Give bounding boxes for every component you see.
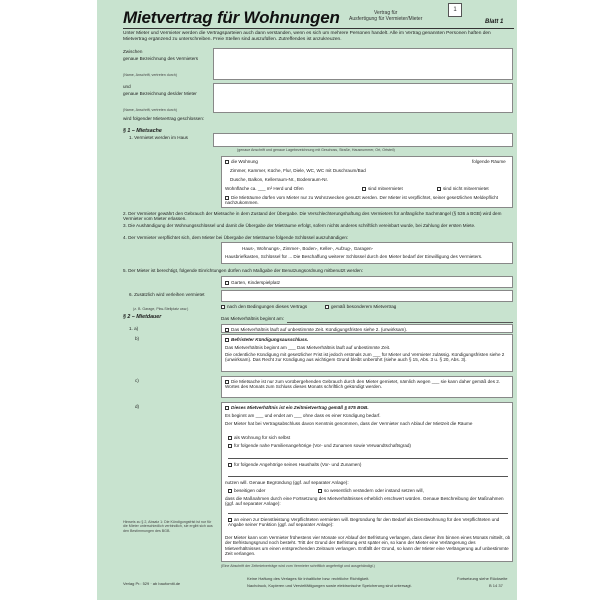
landlord-desc: genaue Bezeichnung des Vermieters (123, 56, 199, 61)
option-d-heading-text: Dieses Mietverhältnis ist ein Zeitmietvertrag gemäß § 575 BGB. (231, 405, 369, 410)
s1-item-2: 2. Der Vermieter gewährt den Gebrauch der Mietsache in dem Zustand der Übergabe. Die Verschlechterungshaftung des Vermieters für anfängliche Sachmängel (§ 536 a BGB) wird dem Vermieter vom Mieter erlassen. (123, 211, 502, 222)
rooms-box (221, 156, 513, 208)
furnished-checkbox[interactable] (362, 187, 366, 191)
d-opt5-label: so wesentlich verändern oder instand setzen will, (324, 488, 424, 493)
option-b-text-2: Die ordentliche Kündigung mit gesetzlicher Frist ist jedoch erstmals zum ___ für Mieter und Vermieter zulässig. Kündigungsfristen siehe 2 (unwirksam). Das Recht zur Kündigung aus wichtigem Grund bleibt unberührt (siehe auch § 15, Abs. 3 u. § 20, Abs. 3). (225, 352, 505, 363)
option-d-text-3: nutzen will. Genaue Begründung (ggf. auf separater Anlage): (225, 480, 349, 485)
option-d-footnote: (Eine Abschrift der Zeitmietverträge wird vom Vermieter schriftlich angefertigt und ausgehändigt.) (221, 564, 375, 568)
sheet-label: Blatt 1 (485, 19, 504, 25)
option-a[interactable] (225, 327, 511, 332)
left-margin (0, 0, 97, 600)
document-subtitle (349, 10, 422, 22)
start-date-line (287, 322, 513, 323)
option-b-text-1: Das Mietverhältnis beginnt am ___ Das Mietverhältnis läuft auf unbestimmte Zeit. (225, 345, 391, 350)
shared-options-label: Garten, Kinderspielplatz (231, 280, 281, 285)
not-furnished-label: sind nicht mitvermietet (443, 186, 489, 191)
d-opt5-checkbox[interactable] (318, 489, 322, 493)
item6-option-2-label: gemäß besonderem Mietvertrag (331, 304, 397, 309)
publisher-logo-icon: 1 (448, 3, 462, 17)
subtitle-line-1: Vertrag für (374, 10, 398, 16)
keys-list: Haus-, Wohnungs-, Zimmer-, Boden-, Keller-, Aufzug-, Garagen- (242, 246, 374, 251)
mieter-note-text: Die Mieträume dürfen vom Mieter nur zu Wohnzwecken genutzt werden. Der Mieter ist verpflichtet, seiner gesetzlichen Meldepflicht nachzukommen. (225, 195, 498, 206)
option-c-text: Die Mietsache ist nur zum vorübergehenden Gebrauch durch den Mieter gemietet, nämlich wegen ___ sie kann daher gemäß des 2. Wortes des Monats zum Schluss dieses Monats schriftlich gekündigt werden. (225, 379, 501, 390)
mieter-checkbox[interactable] (225, 196, 229, 200)
footer-continue: Fortsetzung siehe Rückseite (457, 576, 508, 581)
section-2-heading: § 2 – Mietdauer (123, 314, 162, 320)
option-d-4[interactable] (228, 488, 265, 493)
footer-publisher: Verlag Pr.: 529 · ab baufomiti.de (123, 581, 181, 586)
option-b-heading-text: Befristeter Kündigungsausschluss. (231, 337, 309, 342)
flat-checkbox[interactable] (225, 160, 229, 164)
d-opt1-label: als Wohnung für sich selbst (234, 435, 291, 440)
address-note: (genaue Anschrift und genaue Lagebezeichnung mit Geschoss, Straße, Hausnummer, Ort, Ortsteil) (237, 148, 395, 152)
option-b-checkbox[interactable] (225, 338, 229, 342)
s1-item-3: 3. Die Aushändigung der Wohnungsschlüssel und damit die Übergabe der Mieträume erfolgt, sofern nichts anderes schriftlich vereinbart wurde, bei Zahlung der ersten Miete. (123, 223, 476, 228)
shared-box (221, 276, 513, 288)
d-opt3-checkbox[interactable] (228, 463, 232, 467)
option-a-text: Das Mietverhältnis läuft auf unbestimmte Zeit. Kündigungsfristen siehe 2. (unwirksam). (231, 327, 408, 332)
option-d-heading[interactable] (225, 405, 369, 410)
option-a-box (221, 324, 513, 333)
furnished-option[interactable] (362, 186, 403, 191)
option-d-box (221, 402, 513, 562)
b-label: b) (135, 336, 140, 341)
option-d-5[interactable] (318, 488, 424, 493)
option-d-text-2: Der Mieter hat bei Vertragsabschluss davon Kenntnis genommen, dass der Vermieter nach Ablauf der Mietzeit die Räume (225, 421, 473, 426)
tenant-desc: genaue Bezeichnung des/der Mieter (123, 91, 197, 96)
footer-note-2: Nachdruck, Kopieren und Vervielfältigungen sowie elektronische Speicherung sind untersagt. (247, 583, 412, 588)
option-d-2[interactable] (228, 443, 411, 448)
d-opt2-label: für folgende nahe Familienangehörige (Vor- und Zunamen sowie Verwandtschaftsgrad) (234, 443, 411, 448)
footer-note-1: Keine Haftung des Verlages für inhaltliche bzw. rechtliche Richtigkeit. (247, 576, 370, 581)
extra-rental-field[interactable] (221, 290, 513, 302)
garden-checkbox[interactable] (225, 281, 229, 285)
option-c-box (221, 376, 513, 398)
d-opt2-line (228, 458, 508, 459)
option-c[interactable] (225, 379, 511, 390)
option-d-text-1: Es beginnt am ___ und endet am ___ ohne dass es einer Kündigung bedarf. (225, 413, 381, 418)
intro-text: Unter Mieter und Vermieter werden die Vertragsparteien auch dann verstanden, wenn es sich um mehrere Personen handelt. Alle im Vertrag genannten Personen haften den Mietvertrag ergänzend zu unterschreiben. Freie Stellen sind auszufüllen. Zutreffendes ist anzukreuzen. (123, 31, 491, 42)
and-label: und (123, 84, 131, 89)
not-furnished-option[interactable] (437, 186, 489, 191)
option-b-box (221, 334, 513, 372)
title-divider (123, 28, 514, 29)
option-a-checkbox[interactable] (225, 328, 229, 332)
keys-note: Hausbriefkasten, Schlüssel für ... Die Beschaffung weiterer Schlüssel durch den Mieter bedarf der Einwilligung des Vermieters. (225, 254, 483, 259)
option-d-final: Der Mieter kann vom Vermieter frühestens vier Monate vor Ablauf der Befristung verlangen, dass dieser ihm binnen eines Monats mitteilt, ob der Befristungsgrund noch besteht. Tritt der Grund der Befristung erst später ein, so kann der Mieter eine Verlängerung des Mietverhältnisses um einen entsprechenden Zeitraum verlangen. Entfällt der Grund, so kann der Mieter eine Verlängerung auf unbestimmte Zeit verlangen. (225, 535, 511, 557)
d-opt1-checkbox[interactable] (228, 436, 232, 440)
item6-option-2[interactable] (325, 304, 396, 309)
item6-checkbox-1[interactable] (221, 305, 225, 309)
rooms-list: Zimmer, Kammer, Küche, Flur, Diele, WC, WC mit Duschraum/Bad (230, 168, 366, 173)
item6-checkbox-2[interactable] (325, 305, 329, 309)
d-opt3-line (228, 476, 508, 477)
d-opt6-checkbox[interactable] (228, 518, 232, 522)
keys-box (221, 242, 513, 264)
extras-list: Dusche, Balkon, Kellerraum-Nr., Bodenraum-Nr. (230, 177, 329, 182)
landlord-field[interactable] (213, 48, 513, 80)
s1-item-4: 4. Der Vermieter verpflichtet sich, dem Mieter bei Übergabe der Mieträume folgende Schlüssel auszuhändigen: (123, 235, 349, 240)
agreement-text: wird folgender Mietvertrag geschlossen: (123, 116, 205, 121)
shared-options[interactable] (225, 280, 280, 285)
item6-option-1-label: nach den Bedingungen dieses Vertrags (227, 304, 308, 309)
footer-code: B 14 37 (489, 583, 503, 588)
option-b-heading[interactable] (225, 337, 308, 342)
mieter-note[interactable] (225, 195, 511, 206)
s1-item-6: 6. Zusätzlich wird verleihen vermietet (129, 292, 205, 297)
left-hint: Hinweis zu § 2, Absatz 1: Die Kündigungsfrist ist nur für die Mieter unterschiedlich verbindlich, sie ergibt sich aus den Bestimmungen des BGB. (123, 520, 213, 533)
section-1-heading: § 1 – Mietsache (123, 128, 162, 134)
s1-item-6-note: (z. B. Garage, Pkw-Stellplatz usw.) (133, 307, 189, 311)
area-label: Wohnfläche ca. ___ m² Herd und Ofen (225, 186, 304, 191)
s1-item-5: 5. Der Mieter ist berechtigt, folgende Einrichtungen dürfen nach Maßgabe der Benutzungsordnung mitbenutzt werden: (123, 268, 364, 273)
contract-sheet (97, 0, 517, 600)
tenant-note: (Name, Anschrift, vertreten durch) (123, 108, 177, 112)
option-c-checkbox[interactable] (225, 380, 229, 384)
c-label: c) (135, 378, 139, 383)
item6-option-1[interactable] (221, 304, 307, 309)
option-d-1[interactable] (228, 435, 290, 440)
start-label: Das Mietverhältnis beginnt am: (221, 316, 285, 321)
d-opt6-label: an einen zur Dienstleistung Verpflichteten vermieten will. Begründung für den Bedarf als Dienstwohnung für den Verpflichteten und Angabe seiner Funktion (ggf. auf separater Anlage): (228, 517, 500, 528)
d-measures-line (228, 513, 508, 514)
tenant-field[interactable] (213, 83, 513, 113)
d-label: d) (135, 404, 140, 409)
option-d-6[interactable] (228, 517, 510, 528)
s1-item-1: 1. Vermietet werden im Haus (129, 135, 188, 140)
d-opt4-checkbox[interactable] (228, 489, 232, 493)
d-opt3-label: für folgende Angehörige seines Haushalts (Vor- und Zunamen) (234, 462, 362, 467)
d-opt2-checkbox[interactable] (228, 444, 232, 448)
between-label: Zwischen (123, 49, 143, 54)
address-field[interactable] (213, 133, 513, 147)
option-d-text-4: dass die Maßnahmen durch eine Fortsetzung des Mietverhältnisses erheblich erschwert würden. Genaue Beschreibung der Maßnahmen (ggf. auf separater Anlage): (225, 496, 504, 507)
option-d-3[interactable] (228, 462, 361, 467)
furnished-label: sind mitvermietet (368, 186, 403, 191)
flat-label: die Wohnung (231, 159, 258, 164)
not-furnished-checkbox[interactable] (437, 187, 441, 191)
a-label: 1. a) (129, 326, 139, 331)
rooms-label: folgende Räume (472, 159, 506, 164)
document-title: Mietvertrag für Wohnungen (123, 8, 340, 27)
option-d-checkbox[interactable] (225, 406, 229, 410)
d-opt4-label: beseitigen oder (234, 488, 266, 493)
flat-option[interactable] (225, 159, 258, 164)
landlord-note: (Name, Anschrift, vertreten durch) (123, 73, 177, 77)
subtitle-line-2: Ausfertigung für Vermieter/Mieter (349, 16, 423, 22)
